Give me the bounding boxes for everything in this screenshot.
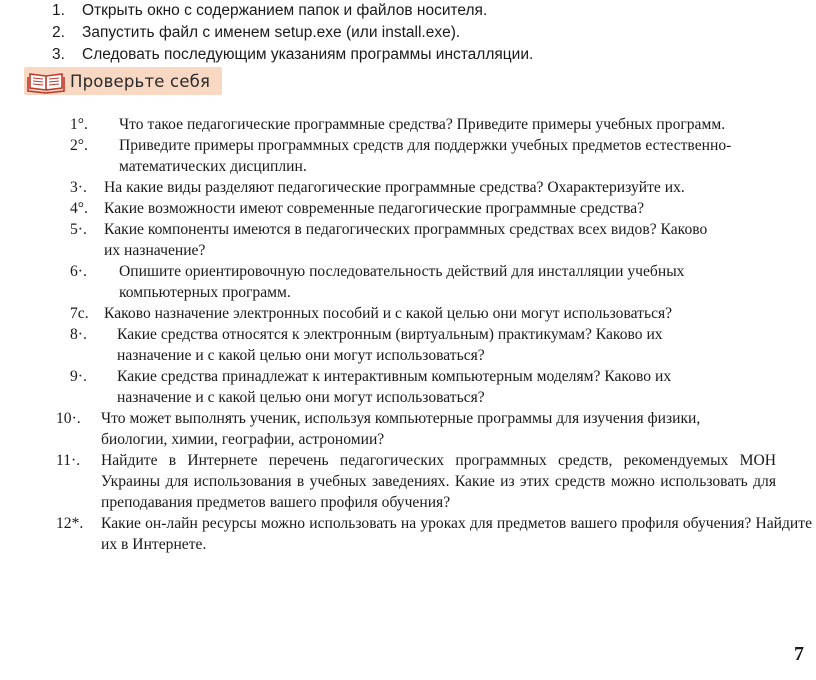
question-text: Какие средства относятся к электронным (виртуальным) практикумам? Каково их назначение и с какой целью они могут использоваться?: [117, 326, 663, 364]
step-text: Запустить файл с именем setup.exe (или install.exe).: [82, 24, 461, 41]
page-number: 7: [794, 643, 804, 665]
question-item: [0, 198, 816, 219]
question-item: [0, 366, 816, 408]
step-item: [52, 44, 533, 66]
question-text: Что может выполнять ученик, используя компьютерные программы для изучения физики, биологии, химии, географии, астрономии?: [101, 410, 701, 448]
question-text: Каково назначение электронных пособий и с какой целью они могут использоваться?: [104, 305, 673, 322]
question-item: [0, 303, 816, 324]
instruction-steps: [52, 0, 533, 66]
question-number: 12*.: [56, 515, 84, 532]
question-text: Найдите в Интернете перечень педагогических программных средств, рекомендуемых МОН Украины для использования в учебных заведениях. Какие из этих средств можно использовать для преподавания предметов вашего профиля обучения?: [101, 452, 776, 511]
step-number: 2.: [52, 24, 65, 41]
question-number: 2°.: [70, 137, 88, 154]
question-list: [0, 114, 816, 555]
question-number: 3·.: [70, 179, 87, 196]
question-item: [0, 324, 816, 366]
question-text: Какие средства принадлежат к интерактивным компьютерным моделям? Каково их назначение и с какой целью они могут использоваться?: [117, 368, 672, 406]
question-text: Какие возможности имеют современные педагогические программные средства?: [104, 200, 645, 217]
question-number: 5·.: [70, 221, 87, 238]
check-yourself-badge: [24, 67, 222, 95]
question-number: 7с.: [70, 305, 89, 322]
badge-label: Проверьте себя: [70, 71, 211, 91]
question-item: [0, 114, 816, 135]
question-text: Опишите ориентировочную последовательность действий для инсталляции учебных компьютерных программ.: [119, 263, 685, 301]
question-text: Какие компоненты имеются в педагогических программных средствах всех видов? Каково их назначение?: [104, 221, 708, 259]
step-text: Следовать последующим указаниям программы инсталляции.: [82, 46, 534, 63]
step-number: 3.: [52, 46, 65, 63]
question-text: На какие виды разделяют педагогические программные средства? Охарактеризуйте их.: [104, 179, 685, 196]
question-text: Что такое педагогические программные средства? Приведите примеры учебных программ.: [119, 116, 726, 133]
question-number: 10·.: [56, 410, 81, 427]
question-item: [0, 261, 816, 303]
question-number: 9·.: [70, 368, 87, 385]
question-text: Какие он-лайн ресурсы можно использовать на уроках для предметов вашего профиля обучения? Найдите их в Интернете.: [101, 515, 812, 553]
step-number: 1.: [52, 2, 65, 19]
step-item: [52, 0, 533, 22]
question-number: 6·.: [70, 263, 87, 280]
question-item: [0, 513, 816, 555]
question-item: [0, 450, 816, 513]
step-text: Открыть окно с содержанием папок и файлов носителя.: [82, 2, 488, 19]
question-item: [0, 177, 816, 198]
question-text: Приведите примеры программных средств для поддержки учебных предметов естественно-математических дисциплин.: [119, 137, 732, 175]
question-item: [0, 135, 816, 177]
question-item: [0, 408, 816, 450]
question-number: 1°.: [70, 116, 88, 133]
open-book-icon: [26, 67, 66, 95]
question-number: 11·.: [56, 452, 81, 469]
question-number: 8·.: [70, 326, 87, 343]
step-item: [52, 22, 533, 44]
question-number: 4°.: [70, 200, 88, 217]
question-item: [0, 219, 816, 261]
